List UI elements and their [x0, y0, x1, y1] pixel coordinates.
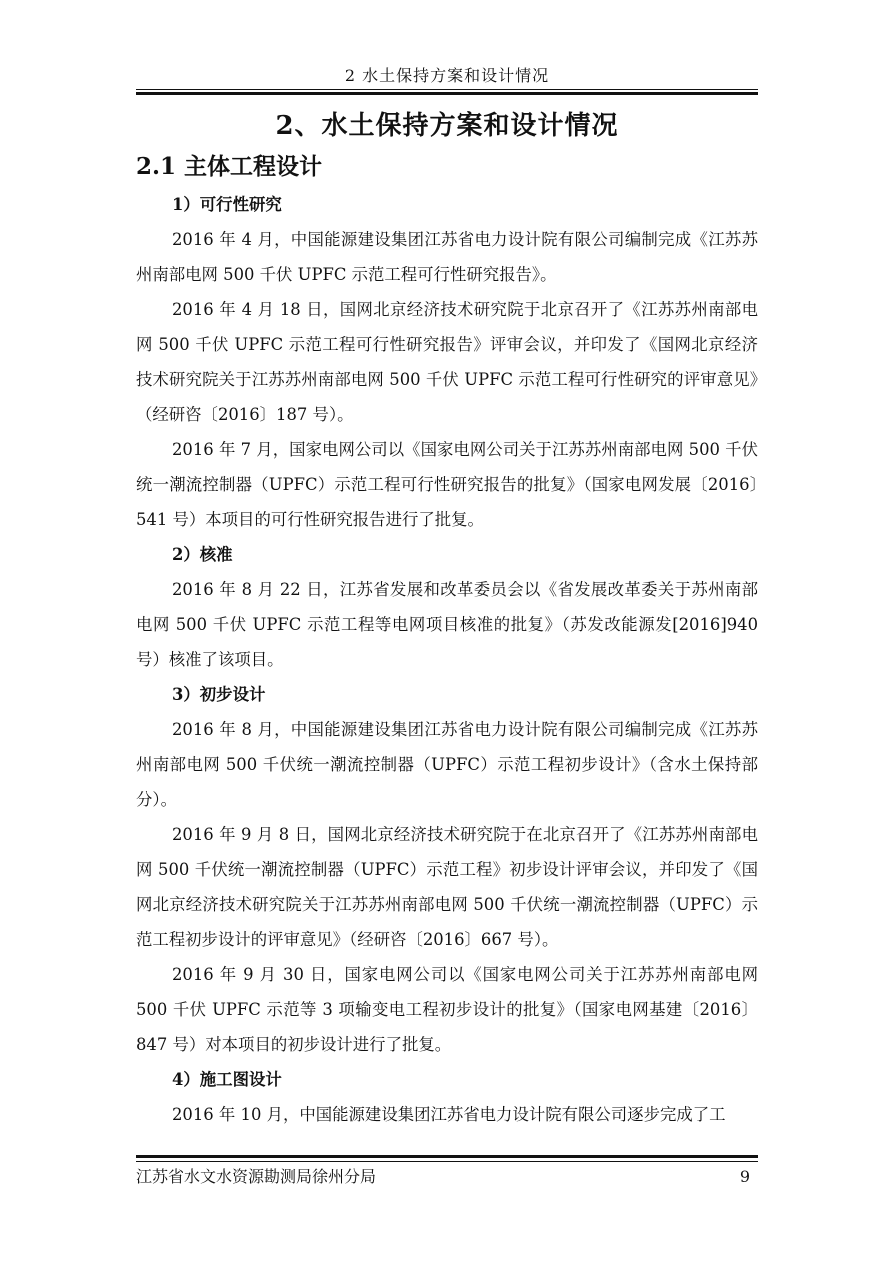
running-header: 2 水土保持方案和设计情况 [344, 66, 550, 85]
paragraph: 2016 年 10 月，中国能源建设集团江苏省电力设计院有限公司逐步完成了工 [172, 1105, 726, 1124]
chapter-title: 2、水土保持方案和设计情况 [275, 111, 619, 141]
body-text [136, 187, 758, 1132]
paragraph: 2016 年 9 月 8 日，国网北京经济技术研究院于在北京召开了《江苏苏州南部电网 500 千伏统一潮流控制器（UPFC）示范工程》初步设计评审会议，并印发了《国网北京经济技术研究院关于江苏苏州南部电网 500 千伏统一潮流控制器（UPFC）示范工程初步设计的评审意见》（经研咨〔2016〕667 号）。 [136, 825, 758, 949]
subsection-heading-feasibility: 1）可行性研究 [172, 195, 282, 214]
header-rule-thick [136, 92, 758, 95]
paragraph: 2016 年 7 月，国家电网公司以《国家电网公司关于江苏苏州南部电网 500 千伏统一潮流控制器（UPFC）示范工程可行性研究报告的批复》（国家电网发展〔2016〕541 号）本项目的可行性研究报告进行了批复。 [136, 440, 758, 529]
subsection-heading-construction-drawing: 4）施工图设计 [172, 1070, 282, 1089]
paragraph: 2016 年 4 月 18 日，国网北京经济技术研究院于北京召开了《江苏苏州南部电网 500 千伏 UPFC 示范工程可行性研究报告》评审会议，并印发了《国网北京经济技术研究院关于江苏苏州南部电网 500 千伏 UPFC 示范工程可行性研究的评审意见》（经研咨〔2016〕187 号）。 [136, 300, 758, 424]
paragraph: 2016 年 9 月 30 日，国家电网公司以《国家电网公司关于江苏苏州南部电网 500 千伏 UPFC 示范等 3 项输变电工程初步设计的批复》（国家电网基建〔2016〕847 号）对本项目的初步设计进行了批复。 [136, 965, 758, 1054]
header-rule [136, 89, 758, 90]
paragraph: 2016 年 8 月，中国能源建设集团江苏省电力设计院有限公司编制完成《江苏苏州南部电网 500 千伏统一潮流控制器（UPFC）示范工程初步设计》（含水土保持部分）。 [136, 720, 758, 809]
subsection-heading-preliminary-design: 3）初步设计 [172, 685, 266, 704]
page-number: 9 [739, 1167, 750, 1186]
paragraph: 2016 年 8 月 22 日，江苏省发展和改革委员会以《省发展改革委关于苏州南部电网 500 千伏 UPFC 示范工程等电网项目核准的批复》（苏发改能源发[2016]940 号）核准了该项目。 [136, 580, 758, 669]
paragraph: 2016 年 4 月，中国能源建设集团江苏省电力设计院有限公司编制完成《江苏苏州南部电网 500 千伏 UPFC 示范工程可行性研究报告》。 [136, 230, 758, 284]
footer-rule [136, 1161, 758, 1162]
footer-rule-thick [136, 1155, 758, 1158]
footer-organization: 江苏省水文水资源勘测局徐州分局 [136, 1167, 377, 1186]
subsection-heading-approval: 2）核准 [172, 545, 233, 564]
section-title: 2.1 主体工程设计 [136, 153, 323, 180]
